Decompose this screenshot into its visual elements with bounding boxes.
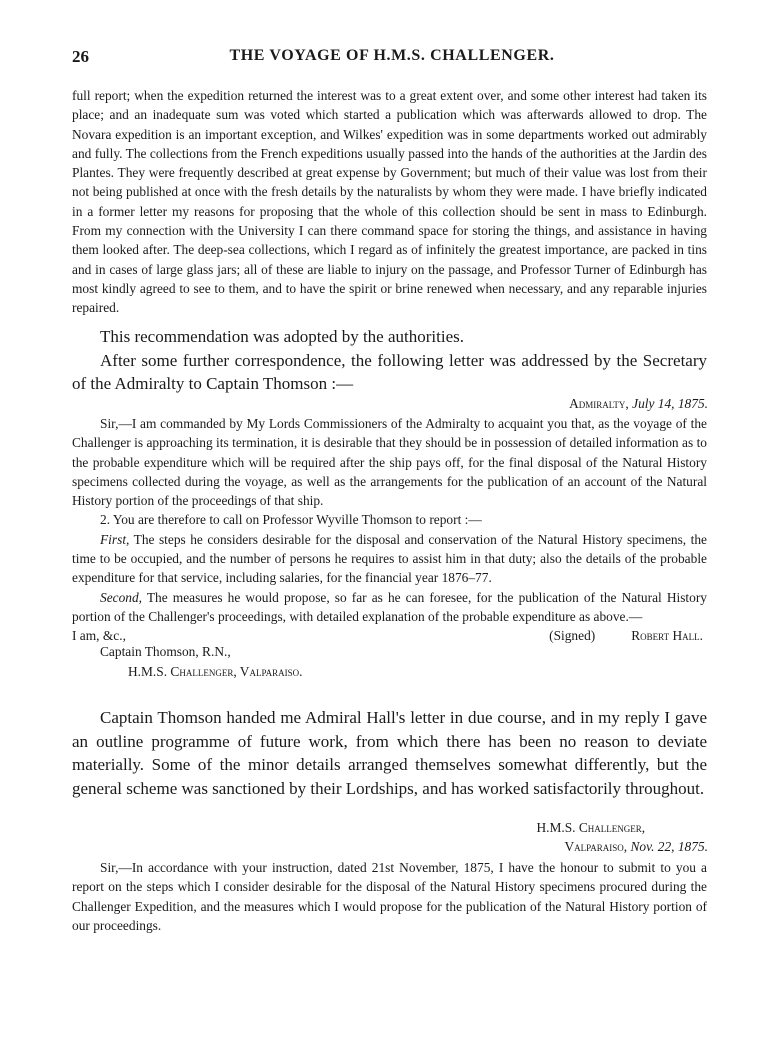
letter-paragraph: First, The steps he considers desirable for the disposal and conservation of the Natural History specimens, the time to be occupied, and the number of persons he requires to assist him in that duty; also the details of the probable expenditure for that service, including salaries, for the financial year 1876–77. bbox=[72, 531, 707, 586]
reply-heading-dateline: Valparaiso, Nov. 22, 1875. bbox=[564, 839, 708, 854]
letter-closing: I am, &c., bbox=[72, 628, 126, 644]
letter-paragraph: Second, The measures he would propose, so far as he can foresee, for the publication of the Natural History portion of the Challenger's proceedings, with detailed explanation of the probable expenditure as above.— bbox=[72, 589, 707, 624]
admiralty-letter bbox=[72, 414, 707, 646]
signed-label: (Signed) bbox=[549, 628, 596, 644]
narrative-paragraph: After some further correspondence, the following letter was addressed by the Secretary of the Admiralty to Captain Thomson :— bbox=[72, 350, 707, 393]
narrative-paragraph: Captain Thomson handed me Admiral Hall's letter in due course, and in my reply I gave an outline programme of future work, from which there has been no reason to deviate materially. Some of the minor details arranged themselves somewhat differently, but the general scheme was sanctioned by their Lordships, and has worked satisfactorily throughout. bbox=[72, 708, 707, 798]
page-header bbox=[72, 47, 712, 69]
letter-paragraph: 2. You are therefore to call on Professor Wyville Thomson to report :— bbox=[100, 512, 482, 528]
letter-dateline bbox=[569, 396, 708, 412]
page-number: 26 bbox=[72, 47, 89, 66]
paragraph-lead: Second, bbox=[100, 589, 143, 605]
address-line: H.M.S. Challenger, Valparaiso. bbox=[128, 664, 303, 679]
narrative-section-2 bbox=[72, 706, 707, 800]
narrative-paragraph: This recommendation was adopted by the authorities. bbox=[100, 327, 464, 346]
quoted-paragraph: full report; when the expedition returned the interest was to a great extent over, and some other interest had taken its place; and an inadequate sum was voted which started a publication which was afterwards allowed to drop. The Novara expedition is an important exception, and Wilkes' expedition was in some departments worked out admirably and fully. The collections from the French expeditions usually passed into the hands of the authorities at the Jardin des Plantes. They were frequently described at great expense by Government; but much of their value was lost from their not being published at once with the fresh details by the naturalists by whom they were made. I have briefly indicated in a former letter my reasons for proposing that the whole of this collection should be sent in mass to Edinburgh. From my connection with the University I can there command space for storing the things, and assistance in having them looked after. The deep-sea collections, which I regard as of infinitely the greatest importance, are packed in tins and in cases of large glass jars; all of these are liable to injury on the passage, and Professor Turner of Edinburgh has most kindly agreed to see to them, and to have the spirit or brine renewed when necessary, and any reparable injuries repaired. bbox=[72, 88, 707, 316]
narrative-section-1 bbox=[72, 325, 707, 396]
running-title: THE VOYAGE OF H.M.S. CHALLENGER. bbox=[229, 47, 555, 64]
reply-heading bbox=[536, 818, 708, 856]
letter-paragraph: Sir,—I am commanded by My Lords Commissioners of the Admiralty to acquaint you that, as the voyage of the Challenger is approaching its termination, it is desirable that they should be in possession of detailed information as to the probable expenditure which will be required after the ship pays off, for the final disposal of the Natural History specimens collected during the voyage, as well as the arrangements for the publication of an account of the Natural History portion of the proceedings of that ship. bbox=[72, 416, 707, 509]
letter-paragraph: Sir,—In accordance with your instruction, dated 21st November, 1875, I have the honour to submit to you a report on the steps which I consider desirable for the disposal of the Natural History specimens procured during the Challenger Expedition, and the measures which I would propose for the publication of the Natural History portion of our proceedings. bbox=[72, 860, 707, 933]
signature-block bbox=[549, 626, 707, 645]
quoted-letter-excerpt bbox=[72, 86, 707, 318]
reply-letter bbox=[72, 858, 707, 935]
letter-date: July 14, 1875. bbox=[632, 396, 708, 411]
signature-name: Robert Hall. bbox=[631, 628, 703, 644]
paragraph-lead: First, bbox=[100, 531, 130, 547]
letter-address bbox=[100, 642, 303, 682]
letter-place: Admiralty, bbox=[569, 396, 629, 411]
reply-heading-ship: H.M.S. Challenger, bbox=[536, 820, 646, 835]
address-line: Captain Thomson, R.N., bbox=[100, 644, 231, 659]
